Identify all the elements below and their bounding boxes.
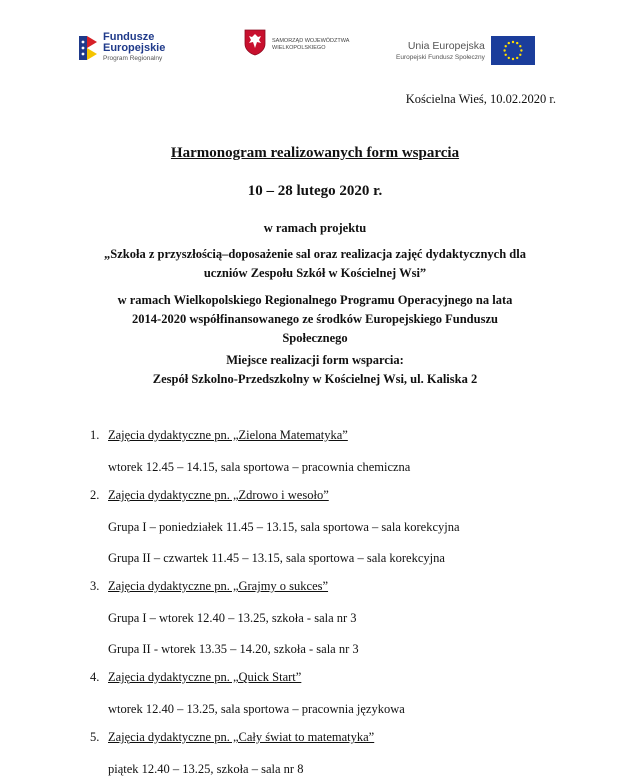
activity-detail: Grupa II – czwartek 11.45 – 13.15, sala sportowa – sala korekcyjna	[108, 551, 445, 565]
eagle-crest-icon	[243, 28, 267, 61]
list-item	[90, 669, 460, 718]
fe-logo-line1: Fundusze	[103, 31, 155, 43]
logo-bar	[0, 28, 630, 78]
activity-number: 2.	[90, 488, 100, 502]
page-title: Harmonogram realizowanych form wsparcia	[170, 145, 460, 161]
activity-title-text: Zajęcia dydaktyczne pn. „Grajmy o sukces”	[108, 579, 329, 593]
place-value: Zespół Szkolno-Przedszkolny w Kościelnej Wsi, ul. Kaliska 2	[152, 372, 478, 386]
in-project-label: w ramach projektu	[263, 221, 367, 235]
activity-title-text: Zajęcia dydaktyczne pn. „Cały świat to matematyka”	[108, 730, 375, 744]
unia-europejska-logo	[396, 36, 535, 65]
project-name-line2: uczniów Zespołu Szkół w Kościelnej Wsi”	[203, 266, 427, 280]
activity-title-text: Zajęcia dydaktyczne pn. „Quick Start”	[108, 670, 302, 684]
fe-logo-line2: Europejskie	[103, 42, 166, 54]
date-range: 10 – 28 lutego 2020 r.	[247, 183, 383, 199]
list-item	[90, 487, 460, 567]
activity-detail: Grupa I – wtorek 12.40 – 13.25, szkoła - sala nr 3	[108, 611, 357, 625]
list-item	[90, 578, 460, 658]
project-name	[0, 245, 630, 283]
ue-logo-line1: Unia Europejska	[407, 39, 485, 52]
activity-detail: piątek 12.40 – 13.25, szkoła – sala nr 8	[108, 762, 304, 776]
activity-detail: wtorek 12.45 – 14.15, sala sportowa – pracownia chemiczna	[108, 460, 411, 474]
samorzad-logo	[243, 28, 349, 61]
sw-logo-line2: WIELKOPOLSKIEGO	[272, 44, 326, 51]
activity-title	[90, 578, 460, 595]
program-line1: w ramach Wielkopolskiego Regionalnego Programu Operacyjnego na lata	[117, 293, 513, 307]
activities-list	[90, 427, 460, 778]
document-date: Kościelna Wieś, 10.02.2020 r.	[405, 92, 556, 106]
activity-title-text: Zajęcia dydaktyczne pn. „Zielona Matematyka”	[108, 428, 348, 442]
project-name-line1: „Szkoła z przyszłością–doposażenie sal oraz realizacja zajęć dydaktycznych dla	[104, 247, 526, 261]
activity-number: 5.	[90, 730, 100, 744]
fe-emblem-icon	[78, 33, 98, 63]
ue-logo-line2: Europejski Fundusz Społeczny	[396, 53, 485, 61]
activity-detail: Grupa I – poniedziałek 11.45 – 13.15, sala sportowa – sala korekcyjna	[108, 520, 460, 534]
activity-title-text: Zajęcia dydaktyczne pn. „Zdrowo i wesoło”	[108, 488, 329, 502]
fundusze-europejskie-logo	[78, 32, 165, 63]
activity-number: 3.	[90, 579, 100, 593]
fe-logo-line3: Program Regionalny	[103, 55, 163, 62]
program-info	[0, 291, 630, 348]
list-item	[90, 729, 460, 778]
activity-title	[90, 729, 460, 746]
place-info	[0, 351, 630, 389]
place-label: Miejsce realizacji form wsparcia:	[226, 353, 404, 367]
program-line2: 2014-2020 współfinansowanego ze środków Europejskiego Funduszu	[132, 312, 498, 326]
activity-title	[90, 487, 460, 504]
eu-flag-icon	[491, 36, 535, 65]
activity-detail: Grupa II - wtorek 13.35 – 14.20, szkoła - sala nr 3	[108, 642, 359, 656]
activity-title	[90, 427, 460, 444]
sw-logo-line1: SAMORZĄD WOJEWÓDZTWA	[272, 37, 350, 44]
activity-detail: wtorek 12.40 – 13.25, sala sportowa – pracownia językowa	[108, 702, 405, 716]
activity-number: 1.	[90, 428, 100, 442]
program-line3: Społecznego	[282, 331, 348, 345]
list-item	[90, 427, 460, 476]
activity-title	[90, 669, 460, 686]
activity-number: 4.	[90, 670, 100, 684]
